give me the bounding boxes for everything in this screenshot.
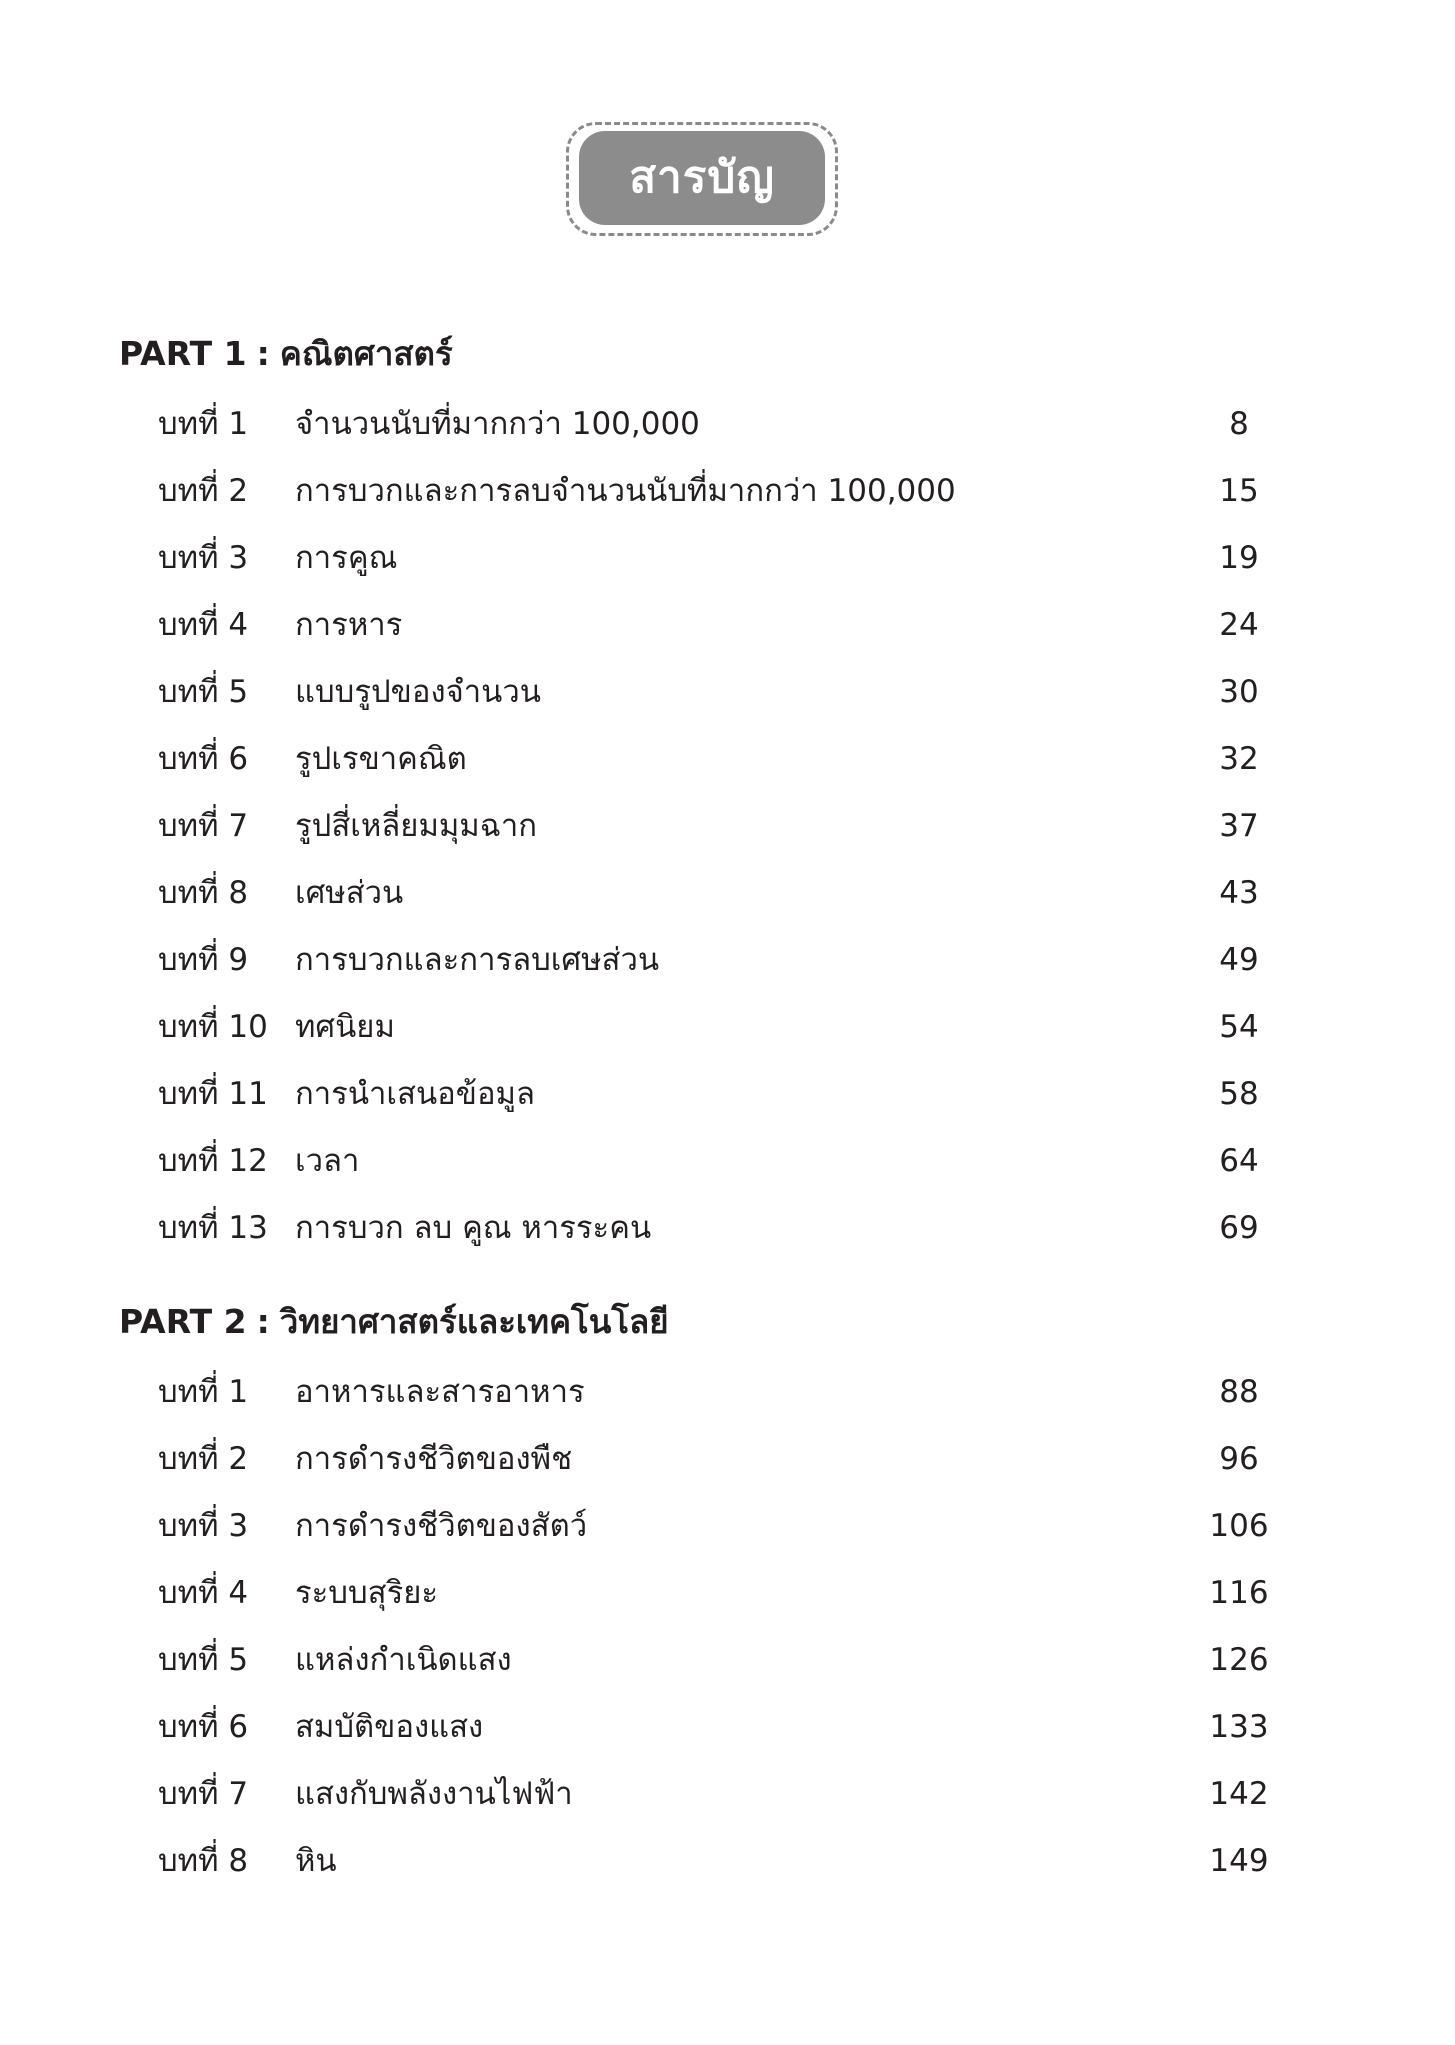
toc-row[interactable] <box>0 1503 1455 1549</box>
page-number: 149 <box>1209 1843 1269 1879</box>
chapter-title: สมบัติของแสง <box>295 1709 484 1745</box>
part-label: PART 1 <box>119 334 247 373</box>
chapter-title: จำนวนนับที่มากกว่า 100,000 <box>295 406 700 442</box>
chapter-number: บทที่ 1 <box>158 406 249 442</box>
page-number: 49 <box>1219 942 1259 978</box>
chapter-number: บทที่ 4 <box>158 1575 249 1611</box>
page-number: 133 <box>1209 1709 1269 1745</box>
page-number: 24 <box>1219 607 1259 643</box>
chapter-number: บทที่ 13 <box>158 1210 268 1246</box>
toc-row[interactable] <box>0 401 1455 447</box>
title-badge <box>579 131 825 225</box>
chapter-number: บทที่ 9 <box>158 942 249 978</box>
chapter-number: บทที่ 5 <box>158 674 249 710</box>
chapter-title: การดำรงชีวิตของสัตว์ <box>295 1508 588 1544</box>
chapter-number: บทที่ 2 <box>158 1441 249 1477</box>
page-title: สารบัญ <box>629 152 775 203</box>
chapter-title: การบวก ลบ คูณ หารระคน <box>295 1210 652 1246</box>
chapter-title: เวลา <box>295 1143 360 1179</box>
chapter-title: การหาร <box>295 607 403 643</box>
page-number: 30 <box>1219 674 1259 710</box>
toc-row[interactable] <box>0 535 1455 581</box>
toc-row[interactable] <box>0 1637 1455 1683</box>
chapter-number: บทที่ 6 <box>158 741 249 777</box>
page-number: 106 <box>1209 1508 1269 1544</box>
part-2-heading <box>119 1302 669 1341</box>
chapter-number: บทที่ 3 <box>158 1508 249 1544</box>
page-number: 32 <box>1219 741 1259 777</box>
page-number: 88 <box>1219 1374 1259 1410</box>
toc-row[interactable] <box>0 803 1455 849</box>
page-number: 69 <box>1219 1210 1259 1246</box>
toc-row[interactable] <box>0 870 1455 916</box>
toc-row[interactable] <box>0 1071 1455 1117</box>
toc-row[interactable] <box>0 602 1455 648</box>
chapter-number: บทที่ 8 <box>158 875 249 911</box>
page-number: 19 <box>1219 540 1259 576</box>
toc-row[interactable] <box>0 937 1455 983</box>
part-label: PART 2 <box>119 1302 247 1341</box>
toc-row[interactable] <box>0 1838 1455 1884</box>
toc-row[interactable] <box>0 1570 1455 1616</box>
chapter-title: รูปเรขาคณิต <box>295 741 467 777</box>
chapter-title: การคูณ <box>295 540 398 576</box>
chapter-title: ทศนิยม <box>295 1009 395 1045</box>
chapter-number: บทที่ 11 <box>158 1076 268 1112</box>
chapter-number: บทที่ 12 <box>158 1143 268 1179</box>
toc-row[interactable] <box>0 1369 1455 1415</box>
page-number: 15 <box>1219 473 1259 509</box>
page-number: 116 <box>1209 1575 1269 1611</box>
page-number: 43 <box>1219 875 1259 911</box>
page-number: 8 <box>1229 406 1249 442</box>
chapter-title: การดำรงชีวิตของพืช <box>295 1441 573 1477</box>
toc-row[interactable] <box>0 1436 1455 1482</box>
page-number: 37 <box>1219 808 1259 844</box>
chapter-title: อาหารและสารอาหาร <box>295 1374 585 1410</box>
chapter-number: บทที่ 4 <box>158 607 249 643</box>
part-subject: วิทยาศาสตร์และเทคโนโลยี <box>279 1302 669 1341</box>
chapter-title: แสงกับพลังงานไฟฟ้า <box>295 1776 573 1812</box>
part-subject: คณิตศาสตร์ <box>279 334 453 373</box>
part-separator: : <box>256 334 270 373</box>
toc-row[interactable] <box>0 1205 1455 1251</box>
toc-row[interactable] <box>0 736 1455 782</box>
chapter-number: บทที่ 3 <box>158 540 249 576</box>
chapter-number: บทที่ 7 <box>158 1776 249 1812</box>
chapter-title: เศษส่วน <box>295 875 404 911</box>
toc-row[interactable] <box>0 468 1455 514</box>
chapter-number: บทที่ 10 <box>158 1009 268 1045</box>
chapter-title: รูปสี่เหลี่ยมมุมฉาก <box>295 808 538 844</box>
chapter-title: การนำเสนอข้อมูล <box>295 1076 535 1112</box>
chapter-title: ระบบสุริยะ <box>295 1575 439 1611</box>
chapter-title: หิน <box>295 1843 337 1879</box>
page-number: 142 <box>1209 1776 1269 1812</box>
toc-row[interactable] <box>0 669 1455 715</box>
chapter-number: บทที่ 2 <box>158 473 249 509</box>
part-separator: : <box>256 1302 270 1341</box>
toc-row[interactable] <box>0 1704 1455 1750</box>
page-number: 126 <box>1209 1642 1269 1678</box>
chapter-number: บทที่ 1 <box>158 1374 249 1410</box>
chapter-title: การบวกและการลบจำนวนนับที่มากกว่า 100,000 <box>295 473 956 509</box>
chapter-number: บทที่ 6 <box>158 1709 249 1745</box>
toc-row[interactable] <box>0 1138 1455 1184</box>
chapter-title: การบวกและการลบเศษส่วน <box>295 942 660 978</box>
page-number: 54 <box>1219 1009 1259 1045</box>
chapter-number: บทที่ 8 <box>158 1843 249 1879</box>
toc-row[interactable] <box>0 1004 1455 1050</box>
chapter-number: บทที่ 5 <box>158 1642 249 1678</box>
chapter-number: บทที่ 7 <box>158 808 249 844</box>
page-number: 64 <box>1219 1143 1259 1179</box>
toc-row[interactable] <box>0 1771 1455 1817</box>
chapter-title: แบบรูปของจำนวน <box>295 674 541 710</box>
chapter-title: แหล่งกำเนิดแสง <box>295 1642 512 1678</box>
part-1-heading <box>119 334 453 373</box>
page-number: 58 <box>1219 1076 1259 1112</box>
page-number: 96 <box>1219 1441 1259 1477</box>
